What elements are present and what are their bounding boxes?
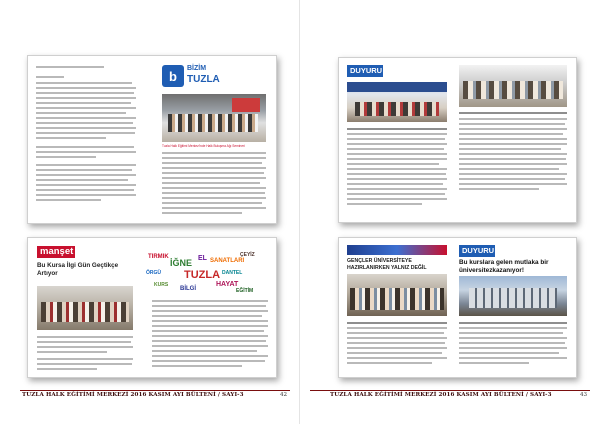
- panel-4-right-headline-line1: Bu kurslara gelen mutlaka bir: [459, 259, 549, 266]
- right-footer-title: TUZLA HALK EĞİTİMİ MERKEZİ 2016 KASIM AYI BÜLTENİ / SAYI-3: [330, 392, 552, 398]
- svg-text:TIRMIK: TIRMIK: [148, 254, 169, 260]
- svg-text:HAYAT: HAYAT: [216, 281, 239, 288]
- panel-2-left-photo: [347, 82, 447, 122]
- svg-text:b: b: [169, 69, 177, 84]
- panel-4-classroom-photo: [347, 274, 447, 316]
- svg-text:ÇEYİZ: ÇEYİZ: [240, 252, 255, 258]
- duyuru-logo: DUYURU: [347, 65, 383, 77]
- tuzla-label: TUZLA: [187, 74, 220, 85]
- right-page: [300, 0, 600, 424]
- svg-text:KURS: KURS: [154, 282, 169, 288]
- svg-text:TUZLA: TUZLA: [184, 269, 221, 281]
- word-cloud-graphic: [140, 244, 268, 296]
- svg-text:BİLGİ: BİLGİ: [180, 286, 196, 292]
- svg-text:İĞNE: İĞNE: [170, 258, 193, 268]
- panel-3-headline: Bu Kursa İlgi Gün Geçtikçe Artıyor: [37, 262, 119, 277]
- svg-text:DANTEL: DANTEL: [222, 270, 243, 276]
- panel-4-duyuru-logo: DUYURU: [459, 245, 495, 257]
- newsletter-panel-3: [27, 237, 277, 378]
- newsletter-panel-2: [338, 57, 577, 223]
- manset-badge: manşet: [37, 246, 75, 258]
- panel-4-building-photo: [459, 276, 567, 316]
- bizim-tuzla-emblem-icon: [162, 65, 184, 87]
- bizim-label: BİZİM: [187, 65, 207, 72]
- svg-text:EL: EL: [198, 255, 207, 262]
- panel-4-left-banner: [347, 245, 447, 255]
- classroom-photo: [37, 286, 133, 330]
- svg-text:EĞİTİM: EĞİTİM: [236, 288, 254, 294]
- svg-text:SANATLARI: SANATLARI: [210, 258, 245, 264]
- right-page-number: 43: [580, 392, 588, 398]
- left-footer-title: TUZLA HALK EĞİTİMİ MERKEZİ 2016 KASIM AYI BÜLTENİ / SAYI-3: [22, 392, 244, 398]
- newsletter-panel-4: [338, 237, 577, 378]
- panel-4-left-headline-line1: GENÇLER ÜNİVERSİTEYE: [347, 258, 412, 264]
- bizim-tuzla-logo: [162, 64, 218, 88]
- right-footer-rule: [310, 390, 590, 391]
- left-page-number: 42: [280, 392, 288, 398]
- seminar-photo: [162, 94, 266, 142]
- newsletter-panel-1: [27, 55, 277, 224]
- svg-text:ÖRGÜ: ÖRGÜ: [146, 270, 161, 276]
- panel-4-left-headline-line2: HAZIRLANIRKEN YALNIZ DEĞİL: [347, 265, 427, 271]
- panel-4-right-headline-line2: üniversitezkazanıyor!: [459, 267, 524, 274]
- panel-2-right-photo: [459, 65, 567, 107]
- left-footer-rule: [20, 390, 290, 391]
- seminar-photo-caption: Tuzla Halk Eğitimi Merkezi'nde Halk Buluşma Ağı Semineri: [162, 144, 245, 148]
